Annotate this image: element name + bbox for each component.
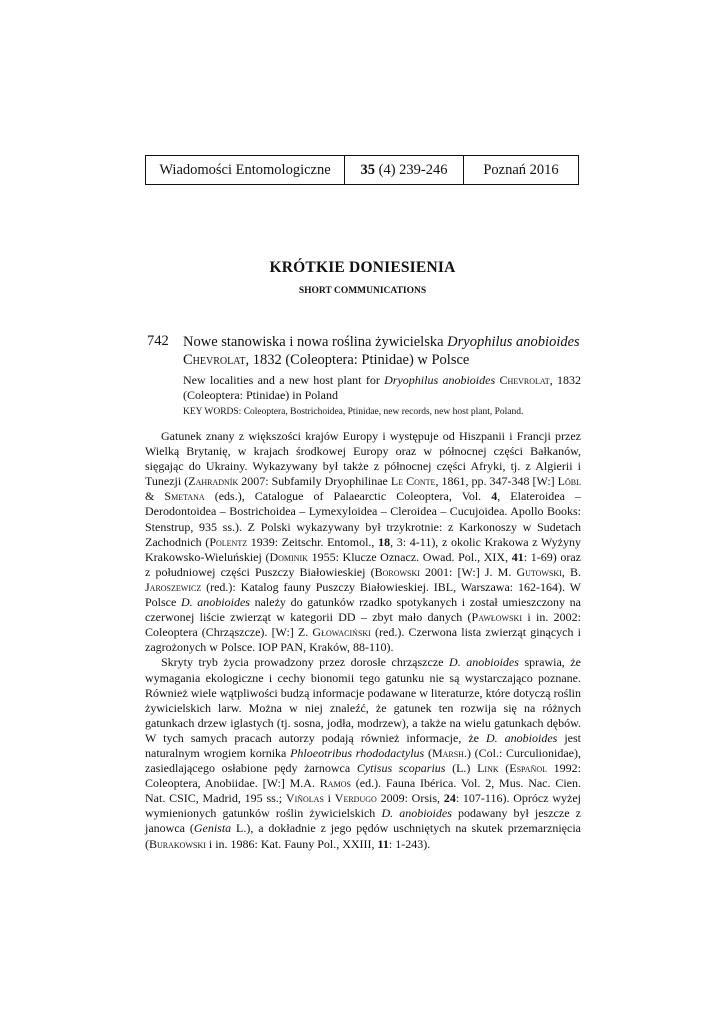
title-pl-part-a: Nowe stanowiska i nowa roślina żywicielska — [183, 334, 448, 350]
author-name: Gutowski — [516, 564, 562, 579]
species-name: D. anobioides — [449, 655, 519, 670]
author-name: Löbl — [557, 474, 581, 489]
species-name: Phloeotribus rhododactylus — [290, 745, 425, 760]
section-subtitle: SHORT COMMUNICATIONS — [298, 286, 427, 296]
text-run: podawany był jeszcze z janowca ( — [145, 806, 581, 836]
author-name: Polentz — [209, 534, 248, 549]
text-run: i in. 1986: Kat. Fauny Pol., XXIII, — [205, 836, 378, 851]
paragraph-1 — [145, 429, 581, 655]
author-name: Smetana — [164, 489, 205, 504]
text-run: 2009: Orsis, — [376, 791, 444, 806]
author-name: Zahradník — [188, 474, 239, 489]
journal-name: Wiadomości Entomologiczne — [159, 161, 331, 178]
text-run: ) (Col.: Curculionidae), zasiedlającego osłabione pędy żarnowca — [145, 745, 581, 776]
text-run: (eds.), Catalogue of Palaearctic Coleoptera, Vol. — [204, 489, 492, 504]
text-run: L.), a dokładnie z jego pędów uschniętych na skutek przemarznięcia ( — [145, 821, 581, 851]
text-run: 1939: Zeitschr. Entomol., — [247, 534, 379, 549]
text-run: 2001: [W:] J. M. — [419, 564, 517, 579]
text-run: : 1-243). — [388, 836, 431, 851]
species-name: D. anobioides — [485, 730, 558, 745]
volume-bold: 41 — [511, 549, 524, 564]
text-run: : 107-116). Oprócz wyżej wymienionych gatunków roślin żywicielskich — [145, 791, 581, 821]
author-name: Borowski — [374, 564, 420, 579]
text-run: , B. — [561, 564, 581, 579]
paragraph-2 — [145, 655, 581, 851]
title-pl-part-b: , 1832 (Coleoptera: Ptinidae) w Polsce — [245, 352, 470, 368]
author-name: Dominik — [269, 549, 308, 564]
text-run: (ed.). Fauna Ibérica. Vol. 2, Mus. Nac. Cien. Nat. CSIC, Madrid, 195 ss.; — [145, 776, 581, 806]
text-run: (L.) — [445, 761, 478, 776]
volume-bold: 18 — [378, 534, 391, 549]
author-name: Link — [477, 761, 499, 776]
author-name: Marsh. — [431, 745, 467, 760]
title-en-species: Dryophilus anobioides — [384, 373, 496, 387]
text-run: , 3: 4-11), z okolic Krakowa z Wyżyny Krakowsko-Wieluńskiej ( — [145, 534, 581, 564]
volume-bold: 24 — [443, 791, 456, 806]
text-run: jest naturalnym wrogiem kornika — [145, 730, 581, 760]
volume-issue — [344, 156, 463, 184]
species-name: Genista — [193, 821, 232, 836]
species-name: D. anobioides — [381, 806, 452, 821]
text-run: & — [145, 489, 165, 504]
issue-pages: (4) 239-246 — [378, 161, 448, 178]
text-run: (red.): Katalog fauny Puszczy Białowieskiej. IBL, Warszawa: 162-164). W Polsce — [145, 579, 581, 610]
title-en-part-b: , 1832 (Coleoptera: Ptinidae) in Poland — [183, 373, 582, 402]
volume-number: 35 — [360, 161, 375, 178]
text-run: Skryty tryb życia prowadzony przez dorosłe chrząszcze — [161, 655, 450, 670]
text-run: 2007: Subfamily Dryophilinae — [238, 474, 391, 489]
text-run: Gatunek znany z większości krajów Europy i występuje od Hiszpanii i Francji przez Wielką Brytanię, w krajach środkowej Europy oraz w północnej części Bałkanów, sięgając do Ukrainy. Wykazywany był także z północnej części Afryki, tj. z Algierii i Tunezji ( — [145, 429, 581, 489]
text-run: (red.). Czerwona lista zwierząt ginących i zagrożonych w Polsce. IOP PAN, Kraków, 88-110). — [145, 625, 581, 655]
author-name: Verdugo — [334, 791, 377, 806]
text-run: ( — [498, 761, 510, 776]
text-run: i — [323, 791, 335, 806]
article-body — [145, 429, 581, 852]
text-run: 1992: Coleoptera, Anobiidae. [W:] M.A. — [145, 761, 581, 791]
author-name: Le Conte — [390, 474, 436, 489]
journal-header-table — [145, 155, 579, 185]
section-title: KRÓTKIE DONIESIENIA — [269, 259, 456, 276]
text-run: sprawia, że wymagania ekologiczne i cechy bionomii tego gatunku nie są wystarczająco poznane. Również wiele wątpliwości budzą informacje podawane w literaturze, które dotyczą roślin żywicielskich larw. Można w niej znaleźć, że gatunek ten rozwija się na różnych gatunkach drzew iglastych (tj. sosna, jodła, modrzew), a także na wielu gatunkach dębów. W tych samych pracach autorzy podają również informacje, że — [145, 655, 581, 745]
species-name: D. anobioides — [180, 595, 250, 610]
author-name: Jaroszewicz — [145, 579, 202, 594]
author-name: Ramos — [319, 776, 351, 791]
text-run: należy do gatunków rzadko spotykanych i został umieszczony na czerwonej liście zwierząt w kategorii DD – zbyt mało danych ( — [145, 595, 581, 625]
keywords: KEY WORDS: Coleoptera, Bostrichoidea, Ptinidae, new records, new host plant, Poland. — [183, 407, 524, 417]
article-title-english — [183, 373, 581, 403]
author-name: Viñolas — [285, 791, 324, 806]
title-pl-author: Chevrolat — [183, 352, 246, 368]
place-year: Poznań 2016 — [463, 156, 578, 184]
text-run: ( — [424, 745, 432, 760]
text-run: , 1861, pp. 347-348 [W:] — [435, 474, 558, 489]
author-name: Burakowski — [149, 836, 206, 851]
title-en-part-a: New localities and a new host plant for — [183, 373, 385, 387]
species-name: Cytisus scoparius — [356, 761, 446, 776]
author-name: Głowaciński — [312, 625, 371, 640]
text-run: , Elateroidea – Derodontoidea – Bostrichoidea – Lymexyloidea – Cleroidea – Cucujoidea. Apollo Books: Stenstrup, 935 ss.). Z Polski wykazywany był trzykrotnie: z Karkonoszy w Sudetach Zachodnich ( — [145, 489, 581, 549]
text-run: i in. 2002: Coleoptera (Chrząszcze). [W:] Z. — [145, 610, 581, 640]
text-run: : 1-69) oraz z południowej części Puszczy Białowieskiej ( — [145, 549, 581, 579]
volume-bold: 4 — [491, 489, 498, 504]
article-number: 742 — [147, 333, 169, 349]
author-name: Español — [509, 761, 547, 776]
volume-bold: 11 — [377, 836, 389, 851]
author-name: Pawłowski — [471, 610, 522, 625]
title-pl-species: Dryophilus anobioides — [447, 334, 580, 350]
text-run: 1955: Klucze Oznacz. Owad. Pol., XIX, — [307, 549, 512, 564]
article-title-polish — [183, 333, 581, 369]
title-en-author: Chevrolat — [499, 373, 550, 387]
